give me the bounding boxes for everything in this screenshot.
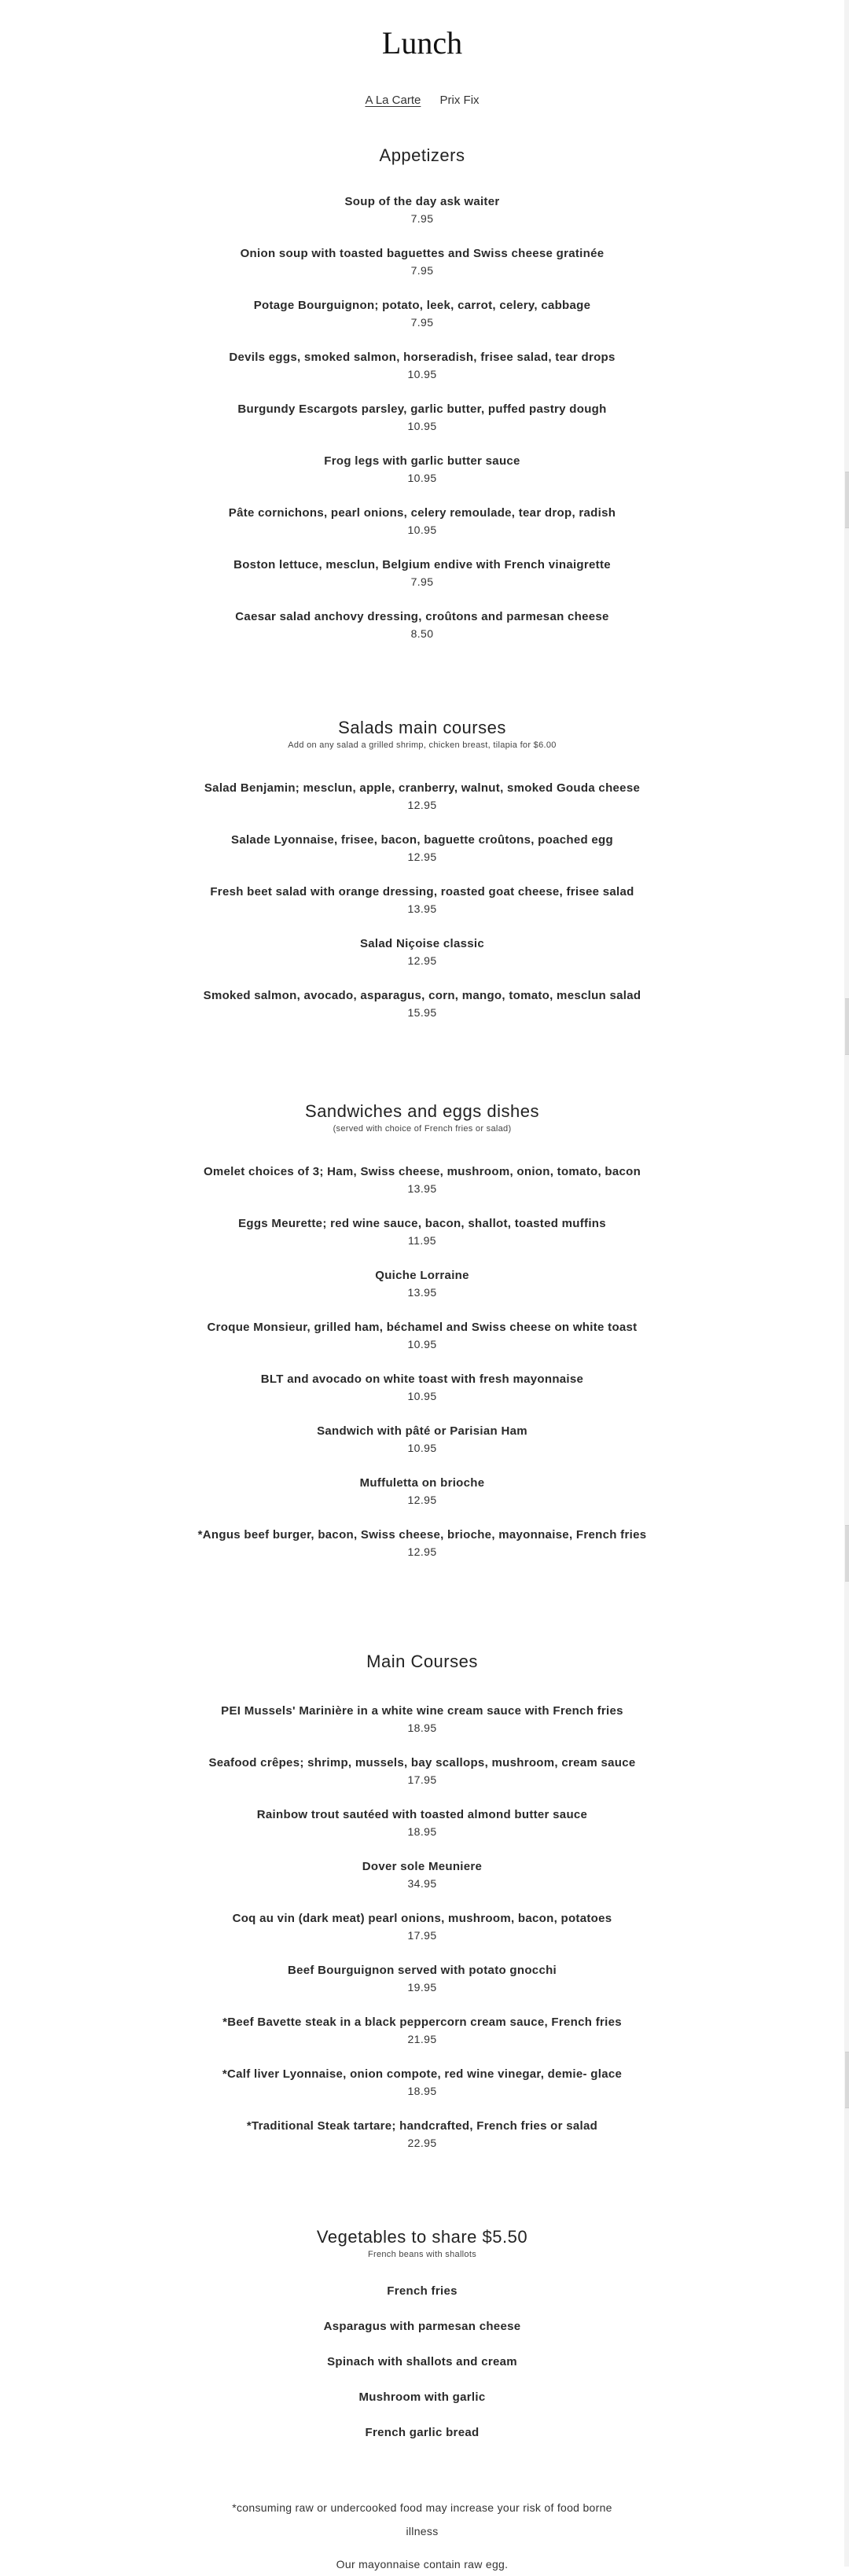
item-price: 18.95	[407, 1825, 437, 1838]
item-price: 18.95	[407, 2085, 437, 2097]
menu-item	[0, 1371, 844, 1423]
menu-item	[0, 245, 844, 297]
item-name: Salad Benjamin; mesclun, apple, cranberry, walnut, smoked Gouda cheese	[204, 781, 641, 795]
item-name: BLT and avocado on white toast with fresh mayonnaise	[260, 1373, 584, 1386]
item-name: Frog legs with garlic butter sauce	[324, 454, 520, 468]
menu-item	[0, 557, 844, 608]
section-salads	[0, 717, 844, 1039]
item-name: Sandwich with pâté or Parisian Ham	[317, 1424, 527, 1438]
footnotes	[0, 2496, 844, 2576]
menu-item	[0, 505, 844, 557]
item-price: 8.50	[410, 627, 434, 640]
scrollbar-marker	[845, 998, 849, 1055]
menu-item	[0, 349, 844, 401]
item-price: 10.95	[407, 368, 437, 380]
menu-item	[0, 2118, 844, 2170]
item-price: 10.95	[407, 420, 437, 432]
item-name: Soup of the day ask waiter	[344, 195, 500, 208]
item-price: 7.95	[410, 212, 434, 225]
vegetable-item: Mushroom with garlic	[358, 2390, 486, 2404]
item-list	[0, 780, 844, 1039]
menu-item	[0, 1267, 844, 1319]
section-vegetables	[0, 2226, 844, 2460]
item-price: 10.95	[407, 524, 437, 536]
raw-food-warning: *consuming raw or undercooked food may increase your risk of food borne illness	[232, 2501, 612, 2537]
menu-item	[0, 987, 844, 1039]
menu-item	[0, 1910, 844, 1962]
item-name: *Calf liver Lyonnaise, onion compote, red wine vinegar, demie- glace	[222, 2067, 623, 2081]
menu-item	[0, 832, 844, 884]
menu-item	[0, 1527, 844, 1578]
item-name: Salad Niçoise classic	[359, 937, 485, 950]
item-name: Fresh beet salad with orange dressing, roasted goat cheese, frisee salad	[210, 885, 634, 898]
menu-item	[0, 884, 844, 935]
section-title: Main Courses	[366, 1652, 478, 1671]
menu-item	[0, 1215, 844, 1267]
menu-item	[0, 1806, 844, 1858]
item-price: 22.95	[407, 2137, 437, 2149]
item-price: 12.95	[407, 1545, 437, 1558]
item-name: Pâte cornichons, pearl onions, celery remoulade, tear drop, radish	[228, 506, 616, 520]
item-list	[0, 1163, 844, 1578]
section-title: Appetizers	[379, 145, 465, 165]
menu-item	[0, 1703, 844, 1755]
item-name: Devils eggs, smoked salmon, horseradish, frisee salad, tear drops	[229, 351, 616, 364]
item-price: 7.95	[410, 575, 434, 588]
menu-item	[0, 608, 844, 660]
item-name: Quiche Lorraine	[375, 1269, 469, 1282]
item-name: Muffuletta on brioche	[359, 1476, 485, 1490]
menu-item	[0, 401, 844, 453]
section-note: Add on any salad a grilled shrimp, chicken breast, tilapia for $6.00	[288, 740, 557, 750]
mayonnaise-note: Our mayonnaise contain raw egg.	[336, 2558, 509, 2570]
item-name: Omelet choices of 3; Ham, Swiss cheese, mushroom, onion, tomato, bacon	[203, 1165, 641, 1178]
item-name: Boston lettuce, mesclun, Belgium endive with French vinaigrette	[233, 558, 611, 571]
item-name: *Traditional Steak tartare; handcrafted, French fries or salad	[246, 2119, 598, 2133]
menu-item	[0, 1475, 844, 1527]
item-price: 13.95	[407, 902, 437, 915]
menu-item	[0, 1962, 844, 2014]
item-price: 15.95	[407, 1006, 437, 1019]
menu-item	[0, 1755, 844, 1806]
page-title: Lunch	[381, 25, 463, 61]
item-name: Salade Lyonnaise, frisee, bacon, baguette croûtons, poached egg	[231, 833, 613, 847]
section-note: French beans with shallots	[367, 2250, 477, 2259]
scrollbar-track[interactable]	[844, 0, 849, 2567]
vegetable-item: French garlic bread	[365, 2426, 480, 2439]
section-sandwiches	[0, 1101, 844, 1578]
item-price: 17.95	[407, 1929, 437, 1942]
menu-tabs	[0, 91, 844, 110]
item-price: 12.95	[407, 1494, 437, 1506]
item-name: Dover sole Meuniere	[362, 1860, 483, 1873]
item-name: *Angus beef burger, bacon, Swiss cheese, brioche, mayonnaise, French fries	[197, 1528, 647, 1542]
tab-a-la-carte[interactable]: A La Carte	[365, 94, 421, 107]
item-price: 21.95	[407, 2033, 437, 2045]
item-name: PEI Mussels' Marinière in a white wine cream sauce with French fries	[221, 1704, 623, 1718]
item-price: 10.95	[407, 472, 437, 484]
item-name: Caesar salad anchovy dressing, croûtons and parmesan cheese	[235, 610, 609, 623]
item-name: *Beef Bavette steak in a black peppercorn cream sauce, French fries	[222, 2016, 622, 2029]
item-price: 19.95	[407, 1981, 437, 1994]
menu-item	[0, 1319, 844, 1371]
section-main-courses	[0, 1651, 844, 2170]
vegetable-item: Spinach with shallots and cream	[327, 2355, 517, 2368]
item-name: Rainbow trout sautéed with toasted almond butter sauce	[256, 1808, 588, 1821]
item-price: 11.95	[408, 1234, 436, 1247]
item-price: 34.95	[407, 1877, 437, 1890]
item-list	[0, 1703, 844, 2170]
item-name: Beef Bourguignon served with potato gnocchi	[287, 1964, 557, 1977]
scrollbar-marker	[845, 2052, 849, 2108]
item-price: 13.95	[407, 1182, 437, 1195]
scrollbar-marker	[845, 472, 849, 528]
item-list	[0, 193, 844, 660]
item-price: 12.95	[407, 851, 437, 863]
section-title: Salads main courses	[338, 718, 506, 737]
menu-item	[0, 1163, 844, 1215]
item-list	[0, 2283, 844, 2460]
item-price: 13.95	[407, 1286, 437, 1299]
item-price: 7.95	[410, 264, 434, 277]
item-price: 12.95	[407, 799, 437, 811]
item-price: 18.95	[407, 1722, 437, 1734]
section-appetizers	[0, 145, 844, 660]
menu-item	[0, 453, 844, 505]
tab-prix-fix[interactable]: Prix Fix	[439, 94, 480, 107]
menu-item	[0, 780, 844, 832]
vegetable-item: French fries	[387, 2284, 458, 2298]
item-name: Burgundy Escargots parsley, garlic butter, puffed pastry dough	[237, 402, 607, 416]
menu-item	[0, 1858, 844, 1910]
section-title: Vegetables to share $5.50	[316, 2227, 528, 2247]
menu-item	[0, 935, 844, 987]
item-name: Croque Monsieur, grilled ham, béchamel and Swiss cheese on white toast	[207, 1321, 638, 1334]
item-name: Onion soup with toasted baguettes and Swiss cheese gratinée	[240, 247, 605, 260]
item-price: 7.95	[410, 316, 434, 329]
item-name: Eggs Meurette; red wine sauce, bacon, shallot, toasted muffins	[238, 1217, 606, 1230]
menu-item	[0, 193, 844, 245]
menu-item	[0, 2014, 844, 2066]
item-name: Potage Bourguignon; potato, leek, carrot, celery, cabbage	[253, 299, 591, 312]
item-price: 17.95	[407, 1773, 437, 1786]
item-name: Smoked salmon, avocado, asparagus, corn, mango, tomato, mesclun salad	[203, 989, 641, 1002]
item-price: 10.95	[407, 1390, 437, 1402]
item-price: 10.95	[407, 1442, 437, 1454]
section-note: (served with choice of French fries or salad)	[333, 1124, 512, 1134]
menu-item	[0, 1423, 844, 1475]
vegetable-item: Asparagus with parmesan cheese	[323, 2320, 521, 2333]
item-price: 10.95	[407, 1338, 437, 1350]
section-title: Sandwiches and eggs dishes	[305, 1101, 539, 1121]
scrollbar-marker	[845, 1525, 849, 1582]
item-name: Seafood crêpes; shrimp, mussels, bay scallops, mushroom, cream sauce	[208, 1756, 636, 1769]
item-name: Coq au vin (dark meat) pearl onions, mushroom, bacon, potatoes	[232, 1912, 612, 1925]
item-price: 12.95	[407, 954, 437, 967]
menu-item	[0, 297, 844, 349]
menu-item	[0, 2066, 844, 2118]
